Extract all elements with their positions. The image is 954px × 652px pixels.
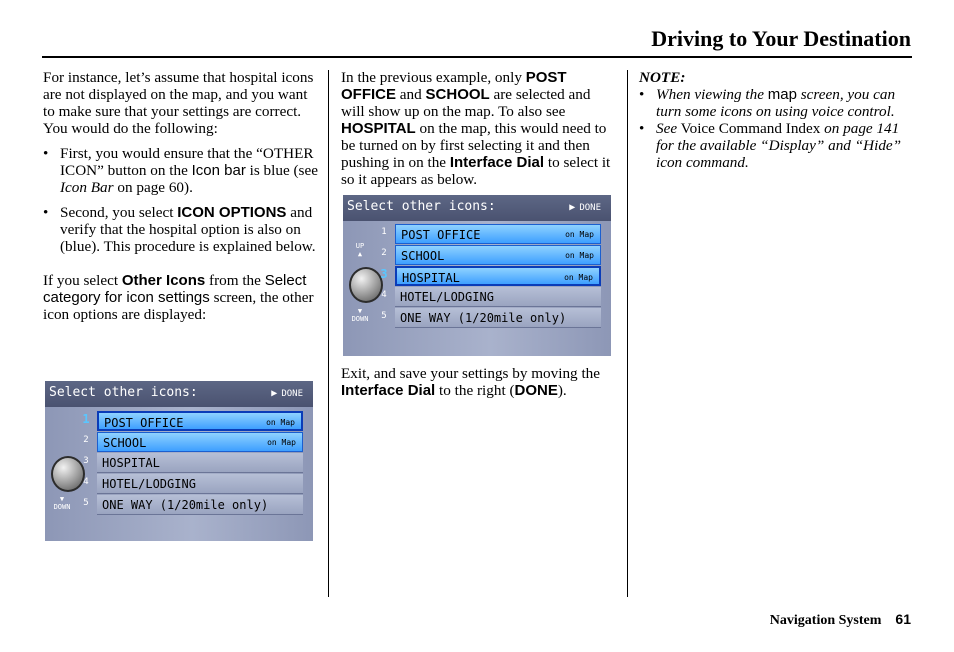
- row-number: 4: [381, 290, 387, 300]
- done-button[interactable]: ▶ DONE: [569, 202, 601, 213]
- on-map-badge: on Map: [564, 273, 593, 282]
- bullet-dot: •: [639, 86, 645, 103]
- header-rule: [42, 56, 912, 58]
- icon-options-term: ICON OPTIONS: [177, 204, 287, 221]
- bullet-dot: •: [43, 145, 49, 162]
- list-item[interactable]: [383, 308, 601, 328]
- bullet-dot: •: [639, 120, 645, 137]
- school-term: SCHOOL: [425, 86, 490, 103]
- hospital-term: HOSPITAL: [341, 120, 416, 137]
- screen-title: Select other icons:: [347, 199, 496, 214]
- previous-example-paragraph: [341, 69, 615, 188]
- intro-paragraph: For instance, let’s assume that hospital icons are not displayed on the map, and you want to make sure that your settings are correct. You would do the following:: [43, 69, 314, 137]
- text: from the: [205, 272, 265, 289]
- list-item[interactable]: [82, 411, 303, 431]
- list-item[interactable]: [380, 266, 601, 286]
- down-arrow-icon: ▼ DOWN: [53, 495, 71, 511]
- page-title: Driving to Your Destination: [651, 26, 911, 51]
- post-office-term: POST OFFICE: [341, 69, 567, 103]
- row-number: 3: [380, 267, 388, 281]
- text: on the map, this would need to be turned on by first selecting it and then pushing in on the: [341, 120, 607, 171]
- nav-screen-after: [343, 195, 611, 356]
- bullet-dot: •: [43, 204, 49, 221]
- down-label: DOWN: [351, 315, 369, 323]
- text: and: [396, 86, 426, 103]
- down-arrow-icon: ▼ DOWN: [351, 307, 369, 323]
- row-number: 3: [83, 456, 89, 466]
- map-term: map: [767, 86, 797, 103]
- row-label: SCHOOL: [401, 249, 445, 263]
- text: screen, you can turn some icons on using voice control.: [656, 86, 896, 120]
- screen-title-bar: [343, 195, 611, 221]
- row-number: 1: [82, 412, 90, 426]
- up-label: UP: [355, 242, 365, 250]
- on-map-badge: on Map: [565, 251, 594, 260]
- text: Second, you select: [60, 204, 178, 221]
- list-item[interactable]: [383, 224, 601, 244]
- row-label: ONE WAY (1/20mile only): [400, 311, 567, 325]
- row-label: HOSPITAL: [102, 456, 160, 470]
- bullet-icon-options: [43, 204, 321, 255]
- on-map-badge: on Map: [267, 438, 296, 447]
- voice-command-index-ref: Voice Command Index: [677, 120, 825, 137]
- text: on page 141 for the available “Display” and “Hide” icon command.: [656, 120, 902, 171]
- footer-label: Navigation System: [769, 613, 882, 628]
- column-divider-left: [328, 70, 329, 597]
- note-bullet-voice: [639, 86, 911, 120]
- row-number: 4: [83, 477, 89, 487]
- text: to the right (: [435, 382, 515, 399]
- icon-bar-ref: Icon Bar: [60, 179, 114, 196]
- screen-title-bar: [45, 381, 313, 407]
- note-bullet-index: [639, 120, 911, 171]
- column-3: [639, 69, 911, 171]
- text: to select it so it appears as below.: [341, 154, 611, 188]
- row-number: 2: [381, 248, 387, 258]
- text: In the previous example, only: [341, 69, 526, 86]
- row-label: ONE WAY (1/20mile only): [102, 498, 269, 512]
- row-label: SCHOOL: [103, 436, 147, 450]
- column-divider-right: [627, 70, 628, 597]
- interface-dial-term: Interface Dial: [449, 154, 545, 171]
- list-item[interactable]: [383, 245, 601, 265]
- row-label: HOTEL/LODGING: [400, 290, 494, 304]
- screen-body: [343, 221, 611, 356]
- text: If you select: [43, 272, 122, 289]
- row-label: POST OFFICE: [401, 228, 481, 242]
- text: screen, the other icon options are displayed:: [43, 289, 314, 323]
- list-item[interactable]: [85, 474, 303, 494]
- text: on page 60).: [113, 179, 193, 196]
- bullet-icon-bar: [43, 145, 321, 196]
- page-footer: [770, 611, 911, 629]
- page-number: 61: [895, 611, 911, 627]
- list-item[interactable]: [85, 495, 303, 515]
- list-item[interactable]: [383, 287, 601, 307]
- done-button[interactable]: ▶ DONE: [271, 388, 303, 399]
- text: ).: [557, 382, 567, 399]
- text: are selected and will show up on the map. To also see: [341, 86, 591, 120]
- text: and verify that the hospital option is also on (blue). This procedure is explained below.: [60, 204, 316, 255]
- text: Exit, and save your settings by moving the: [341, 365, 600, 382]
- column-2-lower: [341, 365, 615, 399]
- row-number: 1: [381, 227, 387, 237]
- text: First, you would ensure that the “OTHER ICON” button on the: [60, 145, 314, 179]
- done-term: DONE: [514, 382, 558, 399]
- select-category-term: Select category for icon settings: [43, 272, 307, 306]
- exit-paragraph: [341, 365, 615, 399]
- other-icons-term: Other Icons: [121, 272, 206, 289]
- interface-dial-term: Interface Dial: [341, 382, 436, 399]
- text: is blue (see: [245, 162, 318, 179]
- list-item[interactable]: [85, 453, 303, 473]
- row-label: HOSPITAL: [402, 271, 460, 285]
- row-number: 2: [83, 435, 89, 445]
- on-map-badge: on Map: [266, 418, 295, 427]
- other-icons-paragraph: [43, 272, 321, 323]
- column-1: [43, 69, 321, 323]
- list-item[interactable]: [85, 432, 303, 452]
- screen-body: [45, 407, 313, 541]
- text: See: [656, 120, 678, 137]
- text: When viewing the: [656, 86, 768, 103]
- down-label: DOWN: [53, 503, 71, 511]
- column-2: [341, 69, 615, 188]
- screen-title: Select other icons:: [49, 385, 198, 400]
- icon-bar-term: Icon bar: [191, 162, 246, 179]
- on-map-badge: on Map: [565, 230, 594, 239]
- row-label: HOTEL/LODGING: [102, 477, 196, 491]
- row-number: 5: [83, 498, 89, 508]
- row-number: 5: [381, 311, 387, 321]
- row-label: POST OFFICE: [104, 416, 184, 430]
- nav-screen-before: [45, 381, 313, 541]
- up-arrow-icon: UP ▲: [355, 242, 365, 258]
- note-heading: NOTE:: [639, 69, 686, 86]
